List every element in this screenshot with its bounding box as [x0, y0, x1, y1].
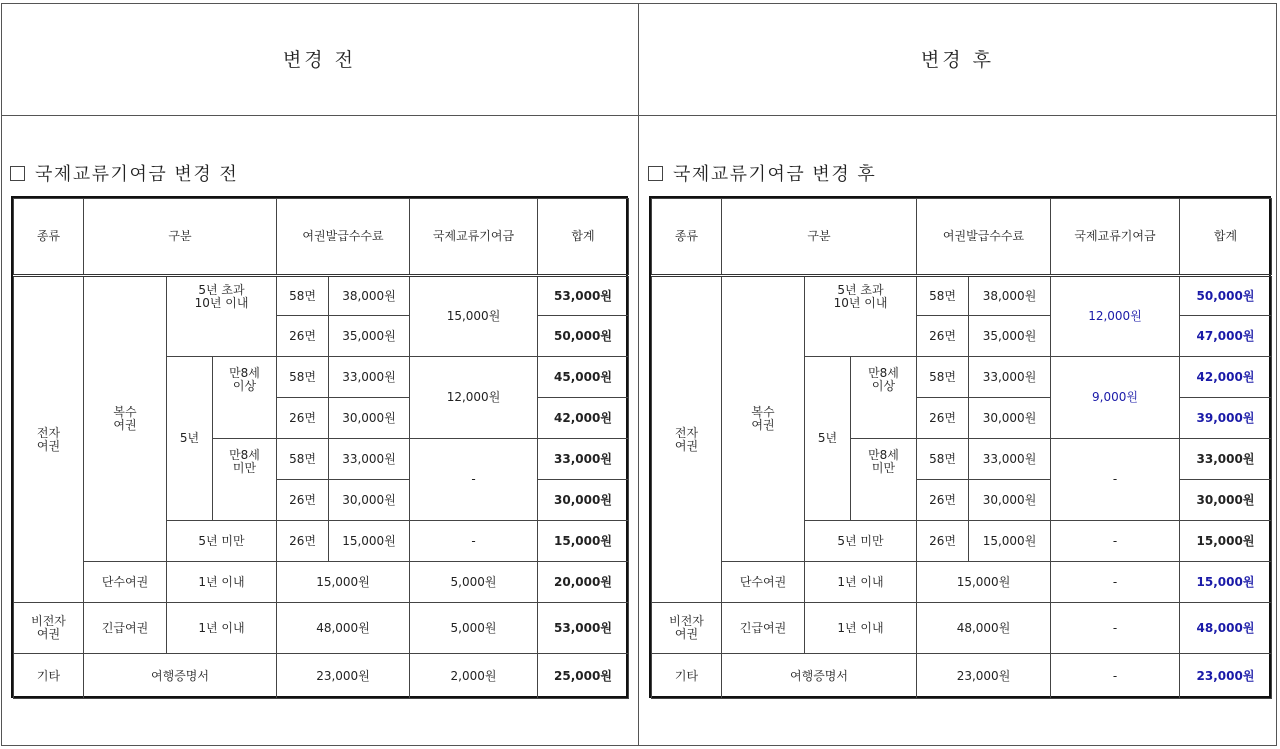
table-row [652, 562, 1272, 603]
pages-cell: 26면 [277, 521, 329, 562]
total-cell: 53,000원 [538, 603, 629, 654]
fee-cell: 23,000원 [277, 654, 410, 699]
validity-within1: 1년 이내 [805, 603, 917, 654]
validity-within1: 1년 이내 [805, 562, 917, 603]
total-cell: 42,000원 [1180, 357, 1272, 398]
pages-cell: 26면 [917, 398, 969, 439]
fee-cell: 33,000원 [329, 439, 410, 480]
fee-cell: 23,000원 [917, 654, 1051, 699]
fee-cell: 30,000원 [329, 480, 410, 521]
group-other: 기타 [652, 654, 722, 699]
fee-cell: 48,000원 [917, 603, 1051, 654]
contribution-cell: - [1051, 603, 1180, 654]
contribution-cell: - [410, 439, 538, 521]
group-multiple: 복수 여권 [722, 276, 805, 562]
validity-under5: 5년 미만 [167, 521, 277, 562]
total-cell: 23,000원 [1180, 654, 1272, 699]
after-section-heading [648, 160, 876, 186]
group-multiple: 복수 여권 [84, 276, 167, 562]
table-row [14, 276, 629, 316]
fee-cell: 48,000원 [277, 603, 410, 654]
header-total: 합계 [1180, 199, 1272, 276]
header-category: 구분 [84, 199, 277, 276]
travel-certificate: 여행증명서 [722, 654, 917, 699]
table-row [652, 276, 1272, 316]
checkbox-square-icon [10, 166, 25, 181]
contribution-cell: - [1051, 521, 1180, 562]
validity-five: 5년 [167, 357, 213, 521]
validity-over5: 5년 초과 10년 이내 [805, 276, 917, 357]
table-header-row [14, 199, 629, 276]
fee-cell: 15,000원 [917, 562, 1051, 603]
fee-cell: 15,000원 [277, 562, 410, 603]
validity-five: 5년 [805, 357, 851, 521]
pages-cell: 26면 [277, 316, 329, 357]
after-section-title: 국제교류기여금 변경 후 [673, 164, 877, 185]
table-row [652, 654, 1272, 699]
total-cell: 25,000원 [538, 654, 629, 699]
before-section-heading [10, 160, 238, 186]
group-non-electronic: 비전자 여권 [652, 603, 722, 654]
header-total: 합계 [538, 199, 629, 276]
contribution-cell: 15,000원 [410, 276, 538, 357]
fee-cell: 15,000원 [329, 521, 410, 562]
fee-cell: 30,000원 [329, 398, 410, 439]
checkbox-square-icon [648, 166, 663, 181]
before-section-title: 국제교류기여금 변경 전 [35, 164, 239, 185]
header-contribution: 국제교류기여금 [410, 199, 538, 276]
header-type: 종류 [652, 199, 722, 276]
contribution-cell: - [410, 521, 538, 562]
fee-cell: 30,000원 [969, 480, 1051, 521]
contribution-cell: 5,000원 [410, 562, 538, 603]
before-column-title: 변경 전 [282, 49, 357, 71]
contribution-cell: 12,000원 [410, 357, 538, 439]
total-cell: 20,000원 [538, 562, 629, 603]
fee-cell: 15,000원 [969, 521, 1051, 562]
pages-cell: 26면 [277, 480, 329, 521]
pages-cell: 58면 [277, 439, 329, 480]
contribution-cell: 9,000원 [1051, 357, 1180, 439]
fee-cell: 33,000원 [969, 439, 1051, 480]
fee-cell: 38,000원 [329, 276, 410, 316]
pages-cell: 58면 [917, 276, 969, 316]
validity-age8-under: 만8세 미만 [213, 439, 277, 521]
group-single: 단수여권 [722, 562, 805, 603]
table-row [14, 654, 629, 699]
total-cell: 47,000원 [1180, 316, 1272, 357]
group-non-electronic: 비전자 여권 [14, 603, 84, 654]
fee-cell: 35,000원 [969, 316, 1051, 357]
header-type: 종류 [14, 199, 84, 276]
pages-cell: 26면 [917, 316, 969, 357]
after-fee-table [649, 196, 1271, 698]
contribution-cell: - [1051, 562, 1180, 603]
group-electronic: 전자 여권 [652, 276, 722, 603]
group-emergency: 긴급여권 [722, 603, 805, 654]
pages-cell: 26면 [917, 480, 969, 521]
group-single: 단수여권 [84, 562, 167, 603]
header-fee: 여권발급수수료 [277, 199, 410, 276]
travel-certificate: 여행증명서 [84, 654, 277, 699]
validity-age8-under: 만8세 미만 [851, 439, 917, 521]
total-cell: 42,000원 [538, 398, 629, 439]
total-cell: 30,000원 [1180, 480, 1272, 521]
total-cell: 50,000원 [1180, 276, 1272, 316]
total-cell: 33,000원 [538, 439, 629, 480]
total-cell: 53,000원 [538, 276, 629, 316]
group-electronic: 전자 여권 [14, 276, 84, 603]
total-cell: 50,000원 [538, 316, 629, 357]
table-row [14, 562, 629, 603]
table-header-row [652, 199, 1272, 276]
validity-within1: 1년 이내 [167, 603, 277, 654]
header-separator [1, 115, 1277, 116]
table-row [14, 603, 629, 654]
validity-under5: 5년 미만 [805, 521, 917, 562]
pages-cell: 58면 [277, 357, 329, 398]
fee-cell: 33,000원 [329, 357, 410, 398]
total-cell: 39,000원 [1180, 398, 1272, 439]
validity-over5: 5년 초과 10년 이내 [167, 276, 277, 357]
header-contribution: 국제교류기여금 [1051, 199, 1180, 276]
total-cell: 15,000원 [538, 521, 629, 562]
pages-cell: 58면 [917, 439, 969, 480]
pages-cell: 58면 [917, 357, 969, 398]
fee-cell: 30,000원 [969, 398, 1051, 439]
contribution-cell: - [1051, 439, 1180, 521]
fee-cell: 38,000원 [969, 276, 1051, 316]
fee-cell: 35,000원 [329, 316, 410, 357]
after-column-title: 변경 후 [920, 49, 995, 71]
contribution-cell: 12,000원 [1051, 276, 1180, 357]
validity-within1: 1년 이내 [167, 562, 277, 603]
validity-age8-over: 만8세 이상 [851, 357, 917, 439]
table-row [652, 603, 1272, 654]
header-fee: 여권발급수수료 [917, 199, 1051, 276]
total-cell: 33,000원 [1180, 439, 1272, 480]
pages-cell: 26면 [917, 521, 969, 562]
validity-age8-over: 만8세 이상 [213, 357, 277, 439]
total-cell: 15,000원 [1180, 521, 1272, 562]
total-cell: 15,000원 [1180, 562, 1272, 603]
contribution-cell: - [1051, 654, 1180, 699]
before-fee-table [11, 196, 628, 698]
header-category: 구분 [722, 199, 917, 276]
group-other: 기타 [14, 654, 84, 699]
group-emergency: 긴급여권 [84, 603, 167, 654]
pages-cell: 26면 [277, 398, 329, 439]
total-cell: 45,000원 [538, 357, 629, 398]
total-cell: 30,000원 [538, 480, 629, 521]
contribution-cell: 5,000원 [410, 603, 538, 654]
pages-cell: 58면 [277, 276, 329, 316]
fee-cell: 33,000원 [969, 357, 1051, 398]
contribution-cell: 2,000원 [410, 654, 538, 699]
total-cell: 48,000원 [1180, 603, 1272, 654]
